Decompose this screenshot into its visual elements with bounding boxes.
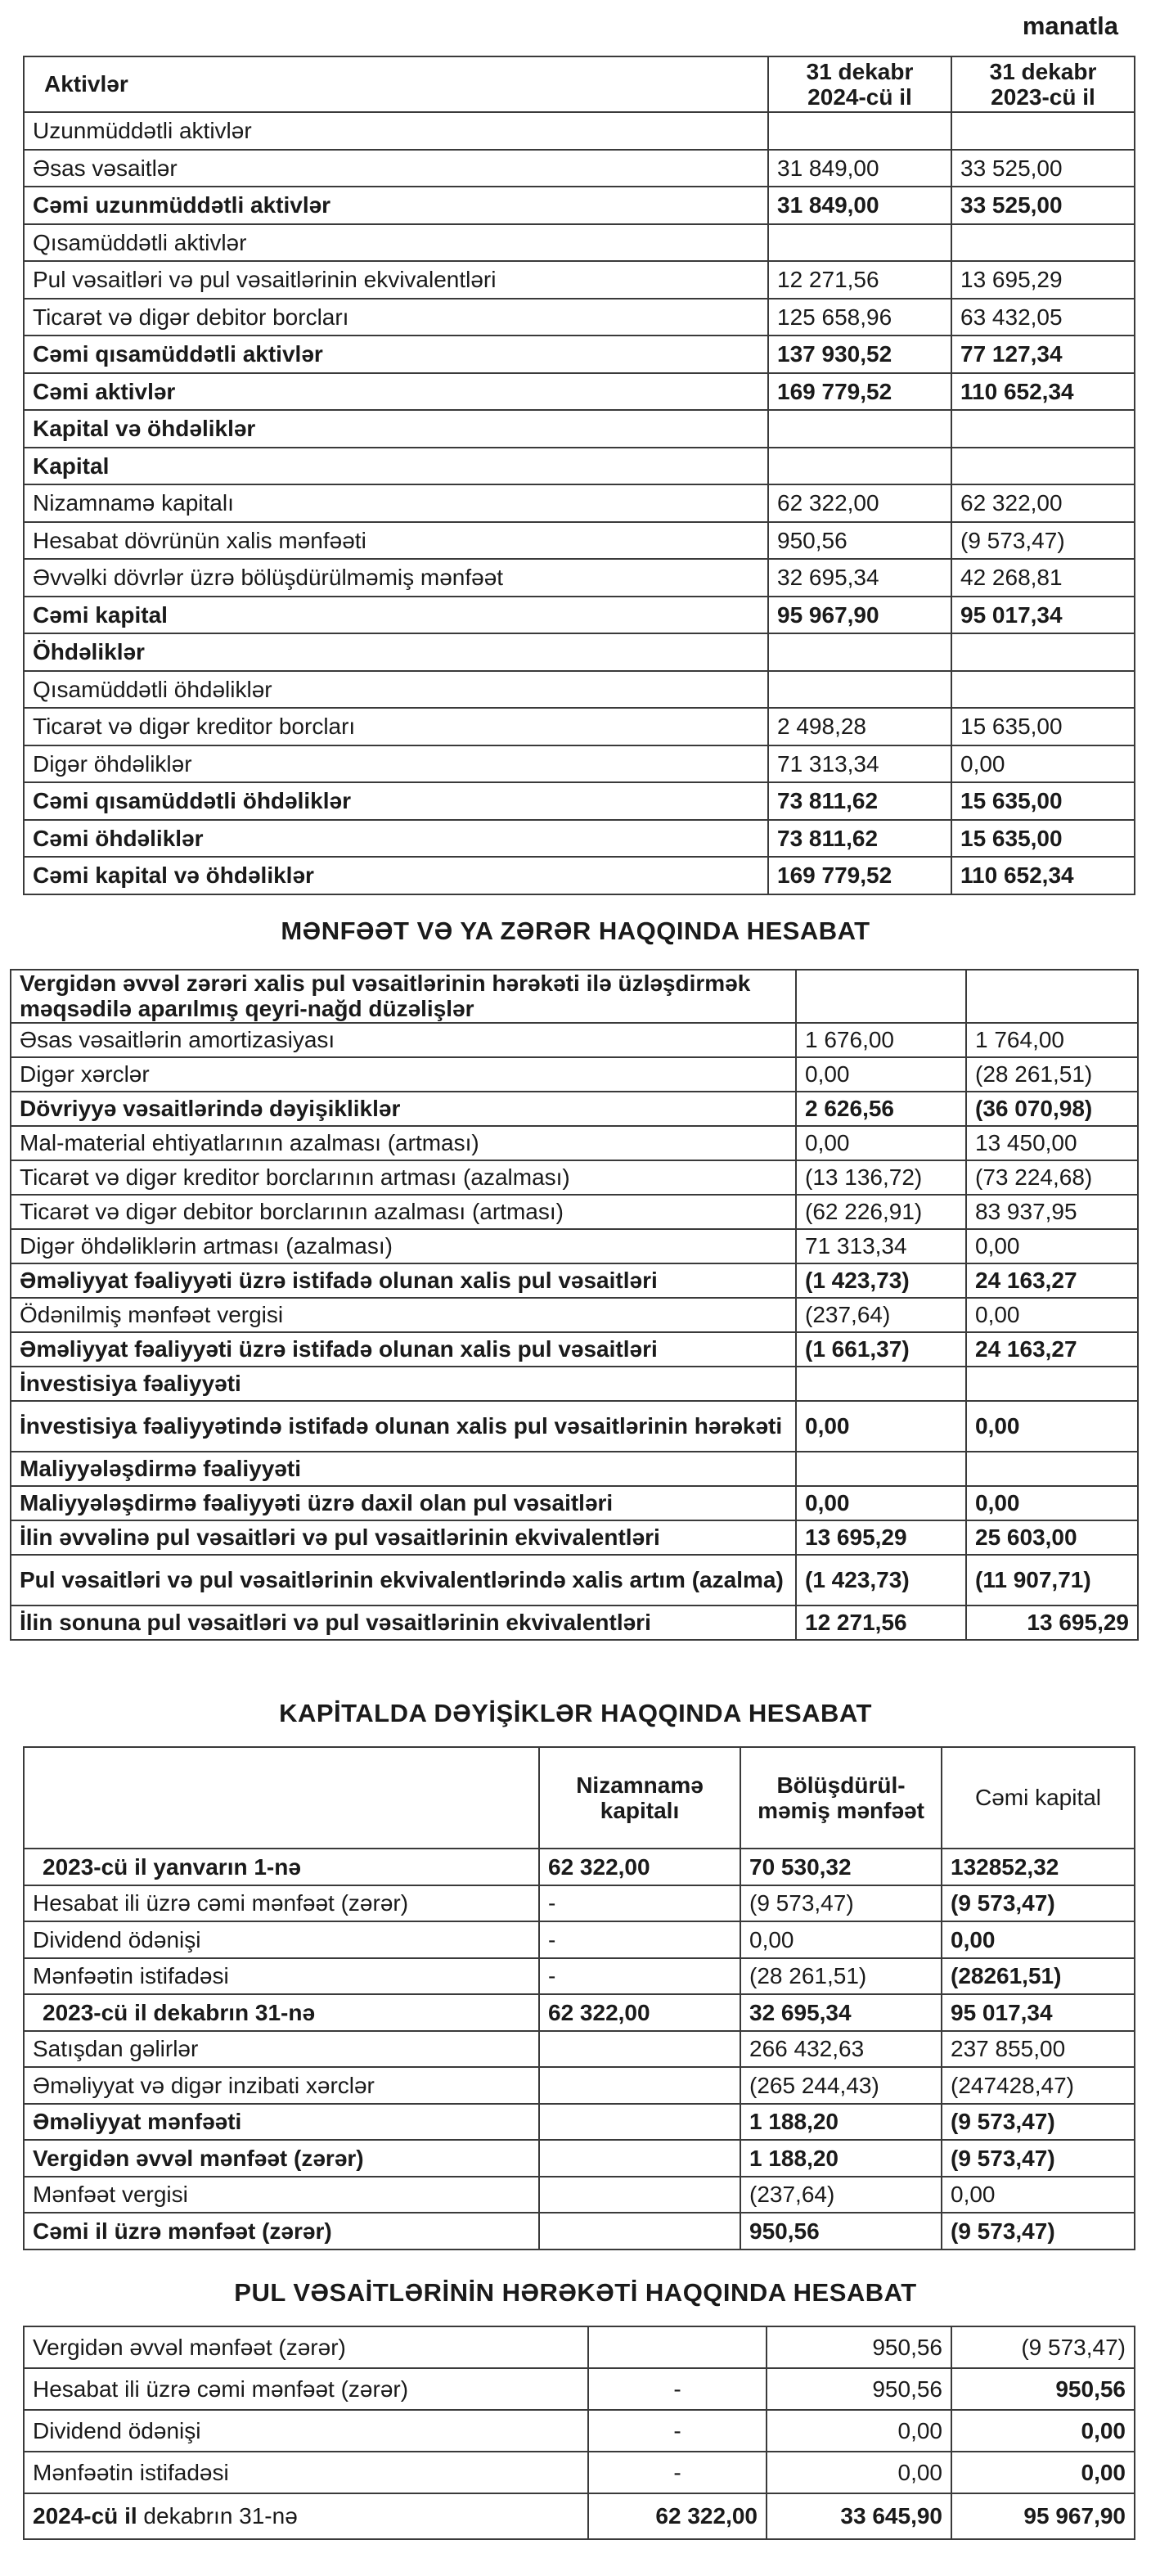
- cashflow-cell: [796, 1367, 966, 1401]
- equity-row: [24, 2177, 1135, 2213]
- equity-cell: Satışdan gəlirlər: [24, 2031, 539, 2068]
- equity-cell: 132852,32: [942, 1849, 1135, 1885]
- equity-row: [24, 2104, 1135, 2141]
- cashflow-row: [11, 1023, 1138, 1057]
- cashflow-cell: 13 450,00: [966, 1126, 1138, 1160]
- balance-cell: Ticarət və digər kreditor borcları: [24, 708, 768, 745]
- balance-cell: [951, 448, 1135, 485]
- equity-cell: Əməliyyat mənfəəti: [24, 2104, 539, 2141]
- cashflow-adjustments-table: [10, 969, 1139, 1641]
- cash-cell: 33 645,90: [767, 2493, 951, 2539]
- cashflow-cell: 0,00: [966, 1486, 1138, 1520]
- balance-cell: 169 779,52: [768, 857, 951, 894]
- balance-cell: 15 635,00: [951, 708, 1135, 745]
- balance-cell: Ticarət və digər debitor borcları: [24, 299, 768, 336]
- balance-cell: Digər öhdəliklər: [24, 745, 768, 783]
- balance-cell: [768, 410, 951, 448]
- cashflow-cell: Əməliyyat fəaliyyəti üzrə istifadə olunan xalis pul vəsaitləri: [11, 1332, 796, 1367]
- cash-cell: [588, 2326, 767, 2368]
- cash-row: [24, 2452, 1135, 2493]
- cashflow-row: [11, 1263, 1138, 1298]
- cash-movement-body: [24, 2326, 1135, 2539]
- cash-cell: 62 322,00: [588, 2493, 767, 2539]
- balance-cell: Cəmi uzunmüddətli aktivlər: [24, 187, 768, 224]
- balance-row: [24, 448, 1135, 485]
- cash-cell: [24, 2493, 588, 2539]
- cash-cell: -: [588, 2368, 767, 2410]
- balance-cell: 110 652,34: [951, 373, 1135, 411]
- equity-cell: 950,56: [740, 2213, 942, 2249]
- equity-cell: Əməliyyat və digər inzibati xərclər: [24, 2067, 539, 2104]
- equity-cell: -: [539, 1958, 740, 1995]
- cashflow-cell: 1 764,00: [966, 1023, 1138, 1057]
- balance-cell: [768, 224, 951, 262]
- balance-cell: Əvvəlki dövrlər üzrə bölüşdürülməmiş mənfəət: [24, 559, 768, 597]
- equity-changes-body: [24, 1747, 1135, 2249]
- balance-row: [24, 187, 1135, 224]
- cashflow-row: [11, 1195, 1138, 1229]
- cashflow-cell: Digər xərclər: [11, 1057, 796, 1092]
- equity-row: [24, 1921, 1135, 1958]
- cash-row: [24, 2368, 1135, 2410]
- balance-header-row: [24, 56, 1135, 112]
- balance-cell: Cəmi qısamüddətli öhdəliklər: [24, 782, 768, 820]
- cashflow-cell: (11 907,71): [966, 1555, 1138, 1605]
- balance-cell: 31 849,00: [768, 187, 951, 224]
- cash-cell: Hesabat ili üzrə cəmi mənfəət (zərər): [24, 2368, 588, 2410]
- equity-cell: 70 530,32: [740, 1849, 942, 1885]
- cashflow-cell: 25 603,00: [966, 1520, 1138, 1555]
- equity-header-cell: [24, 1747, 539, 1849]
- equity-cell: 62 322,00: [539, 1849, 740, 1885]
- balance-cell: 950,56: [768, 522, 951, 560]
- balance-cell: Əsas vəsaitlər: [24, 150, 768, 187]
- cashflow-cell: 0,00: [796, 1401, 966, 1452]
- balance-cell: Öhdəliklər: [24, 633, 768, 671]
- cashflow-cell: 13 695,29: [966, 1605, 1138, 1640]
- cash-cell: 0,00: [767, 2452, 951, 2493]
- balance-cell: 73 811,62: [768, 820, 951, 858]
- equity-cell: 266 432,63: [740, 2031, 942, 2068]
- equity-row: [24, 2213, 1135, 2249]
- balance-cell: 169 779,52: [768, 373, 951, 411]
- cashflow-adjustments-body: [11, 970, 1138, 1640]
- equity-cell: [539, 2067, 740, 2104]
- equity-row: [24, 1885, 1135, 1922]
- equity-header-cell: Nizamnamə kapitalı: [539, 1747, 740, 1849]
- balance-cell: 33 525,00: [951, 187, 1135, 224]
- equity-cell: Hesabat ili üzrə cəmi mənfəət (zərər): [24, 1885, 539, 1922]
- cashflow-row: [11, 1401, 1138, 1452]
- balance-cell: 42 268,81: [951, 559, 1135, 597]
- cash-row: [24, 2326, 1135, 2368]
- cashflow-cell: (28 261,51): [966, 1057, 1138, 1092]
- equity-row: [24, 2140, 1135, 2177]
- balance-sheet-body: [24, 56, 1135, 894]
- equity-cell: 0,00: [942, 2177, 1135, 2213]
- balance-row: [24, 299, 1135, 336]
- balance-row: [24, 484, 1135, 522]
- equity-cell: (9 573,47): [942, 2213, 1135, 2249]
- equity-cell: 2023-cü il dekabrın 31-nə: [24, 1994, 539, 2031]
- cashflow-cell: 13 695,29: [796, 1520, 966, 1555]
- cashflow-cell: [796, 970, 966, 1023]
- cash-movement-table: [23, 2326, 1135, 2540]
- cashflow-cell: Maliyyələşdirmə fəaliyyəti: [11, 1452, 796, 1486]
- equity-cell: Vergidən əvvəl mənfəət (zərər): [24, 2140, 539, 2177]
- cash-cell: 950,56: [767, 2326, 951, 2368]
- balance-cell: Cəmi kapital: [24, 597, 768, 634]
- cashflow-cell: İlin əvvəlinə pul vəsaitləri və pul vəsaitlərinin ekvivalentləri: [11, 1520, 796, 1555]
- cashflow-row: [11, 1520, 1138, 1555]
- balance-cell: Qısamüddətli aktivlər: [24, 224, 768, 262]
- equity-row: [24, 1994, 1135, 2031]
- cash-cell: 0,00: [951, 2452, 1135, 2493]
- balance-cell: [951, 112, 1135, 150]
- balance-header-cell: 31 dekabr 2023-cü il: [951, 56, 1135, 112]
- balance-cell: Kapital: [24, 448, 768, 485]
- cashflow-cell: 2 626,56: [796, 1092, 966, 1126]
- cashflow-cell: Əməliyyat fəaliyyəti üzrə istifadə olunan xalis pul vəsaitləri: [11, 1263, 796, 1298]
- cashflow-cell: (1 661,37): [796, 1332, 966, 1367]
- cashflow-cell: Digər öhdəliklərin artması (azalması): [11, 1229, 796, 1263]
- cashflow-cell: 0,00: [966, 1229, 1138, 1263]
- cashflow-cell: İlin sonuna pul vəsaitləri və pul vəsaitlərinin ekvivalentləri: [11, 1605, 796, 1640]
- cashflow-cell: 0,00: [796, 1057, 966, 1092]
- cashflow-cell: Ödənilmiş mənfəət vergisi: [11, 1298, 796, 1332]
- balance-cell: 63 432,05: [951, 299, 1135, 336]
- cashflow-cell: Pul vəsaitləri və pul vəsaitlərinin ekvivalentlərində xalis artım (azalma): [11, 1555, 796, 1605]
- cashflow-cell: İnvestisiya fəaliyyəti: [11, 1367, 796, 1401]
- balance-cell: 0,00: [951, 745, 1135, 783]
- cashflow-row: [11, 1057, 1138, 1092]
- balance-cell: Uzunmüddətli aktivlər: [24, 112, 768, 150]
- balance-header-cell: 31 dekabr 2024-cü il: [768, 56, 951, 112]
- balance-row: [24, 373, 1135, 411]
- balance-cell: [951, 224, 1135, 262]
- cash-movement-title: PUL VƏSAİTLƏRİNİN HƏRƏKƏTİ HAQQINDA HESABAT: [234, 2278, 917, 2307]
- cashflow-row: [11, 1160, 1138, 1195]
- balance-row: [24, 261, 1135, 299]
- balance-cell: (9 573,47): [951, 522, 1135, 560]
- equity-cell: 1 188,20: [740, 2140, 942, 2177]
- balance-cell: Hesabat dövrünün xalis mənfəəti: [24, 522, 768, 560]
- cash-row: [24, 2493, 1135, 2539]
- equity-cell: 1 188,20: [740, 2104, 942, 2141]
- cash-cell: 950,56: [767, 2368, 951, 2410]
- cash-cell: -: [588, 2452, 767, 2493]
- cashflow-cell: 83 937,95: [966, 1195, 1138, 1229]
- cash-cell: Vergidən əvvəl mənfəət (zərər): [24, 2326, 588, 2368]
- balance-cell: Nizamnamə kapitalı: [24, 484, 768, 522]
- equity-cell: [539, 2140, 740, 2177]
- equity-header-cell: Bölüşdürül- məmiş mənfəət: [740, 1747, 942, 1849]
- cashflow-cell: İnvestisiya fəaliyyətində istifadə olunan xalis pul vəsaitlərinin hərəkəti: [11, 1401, 796, 1452]
- balance-row: [24, 559, 1135, 597]
- cash-cell: (9 573,47): [951, 2326, 1135, 2368]
- balance-cell: 12 271,56: [768, 261, 951, 299]
- equity-cell: (9 573,47): [942, 2104, 1135, 2141]
- cashflow-cell: Mal-material ehtiyatlarının azalması (artması): [11, 1126, 796, 1160]
- balance-header-cell: Aktivlər: [24, 56, 768, 112]
- cashflow-row: [11, 1092, 1138, 1126]
- balance-row: [24, 150, 1135, 187]
- cash-cell: 950,56: [951, 2368, 1135, 2410]
- equity-cell: (9 573,47): [942, 1885, 1135, 1922]
- cashflow-cell: Əsas vəsaitlərin amortizasiyası: [11, 1023, 796, 1057]
- equity-cell: (28261,51): [942, 1958, 1135, 1995]
- balance-row: [24, 336, 1135, 373]
- balance-cell: 95 017,34: [951, 597, 1135, 634]
- balance-row: [24, 112, 1135, 150]
- cashflow-cell: (62 226,91): [796, 1195, 966, 1229]
- balance-row: [24, 597, 1135, 634]
- balance-sheet-table: [23, 56, 1135, 895]
- cashflow-cell: Maliyyələşdirmə fəaliyyəti üzrə daxil olan pul vəsaitləri: [11, 1486, 796, 1520]
- balance-cell: 62 322,00: [951, 484, 1135, 522]
- equity-row: [24, 1849, 1135, 1885]
- equity-cell: (265 244,43): [740, 2067, 942, 2104]
- cashflow-cell: 71 313,34: [796, 1229, 966, 1263]
- balance-cell: 71 313,34: [768, 745, 951, 783]
- equity-cell: [539, 2031, 740, 2068]
- balance-cell: 125 658,96: [768, 299, 951, 336]
- cashflow-cell: [966, 1367, 1138, 1401]
- balance-row: [24, 745, 1135, 783]
- cashflow-row: [11, 1332, 1138, 1367]
- cashflow-cell: (13 136,72): [796, 1160, 966, 1195]
- cash-cell: 0,00: [767, 2410, 951, 2452]
- cashflow-row: [11, 1486, 1138, 1520]
- cashflow-cell: 24 163,27: [966, 1263, 1138, 1298]
- equity-header-cell: Cəmi kapital: [942, 1747, 1135, 1849]
- balance-row: [24, 522, 1135, 560]
- balance-cell: [768, 112, 951, 150]
- balance-cell: 137 930,52: [768, 336, 951, 373]
- equity-cell: (9 573,47): [740, 1885, 942, 1922]
- cash-cell: Mənfəətin istifadəsi: [24, 2452, 588, 2493]
- equity-cell: 237 855,00: [942, 2031, 1135, 2068]
- balance-row: [24, 224, 1135, 262]
- cash-row-label: 2024-cü il: [33, 2503, 137, 2529]
- balance-cell: [951, 410, 1135, 448]
- balance-cell: 110 652,34: [951, 857, 1135, 894]
- currency-label: manatla: [1022, 11, 1118, 40]
- balance-cell: [768, 448, 951, 485]
- cashflow-cell: [966, 1452, 1138, 1486]
- equity-cell: (247428,47): [942, 2067, 1135, 2104]
- equity-cell: 32 695,34: [740, 1994, 942, 2031]
- cashflow-cell: 0,00: [966, 1298, 1138, 1332]
- cashflow-cell: 0,00: [796, 1486, 966, 1520]
- balance-row: [24, 671, 1135, 709]
- balance-row: [24, 820, 1135, 858]
- equity-cell: Cəmi il üzrə mənfəət (zərər): [24, 2213, 539, 2249]
- equity-cell: Dividend ödənişi: [24, 1921, 539, 1958]
- cashflow-cell: 12 271,56: [796, 1605, 966, 1640]
- cash-cell: 0,00: [951, 2410, 1135, 2452]
- equity-cell: 62 322,00: [539, 1994, 740, 2031]
- equity-cell: (28 261,51): [740, 1958, 942, 1995]
- balance-row: [24, 633, 1135, 671]
- balance-cell: 32 695,34: [768, 559, 951, 597]
- cash-cell: Dividend ödənişi: [24, 2410, 588, 2452]
- equity-cell: (9 573,47): [942, 2140, 1135, 2177]
- equity-cell: 0,00: [740, 1921, 942, 1958]
- equity-cell: -: [539, 1885, 740, 1922]
- cashflow-cell: Vergidən əvvəl zərəri xalis pul vəsaitlərinin hərəkəti ilə üzləşdirmək məqsədilə aparılmış qeyri-nağd düzəlişlər: [11, 970, 796, 1023]
- cashflow-row: [11, 1126, 1138, 1160]
- cashflow-cell: (36 070,98): [966, 1092, 1138, 1126]
- cash-row-label-suffix: dekabrın 31-nə: [137, 2503, 298, 2529]
- equity-cell: [539, 2104, 740, 2141]
- cashflow-cell: 1 676,00: [796, 1023, 966, 1057]
- cashflow-cell: [796, 1452, 966, 1486]
- cashflow-cell: (1 423,73): [796, 1555, 966, 1605]
- equity-changes-title: KAPİTALDA DƏYİŞİKLƏR HAQQINDA HESABAT: [279, 1699, 872, 1727]
- cashflow-row: [11, 1555, 1138, 1605]
- equity-cell: -: [539, 1921, 740, 1958]
- equity-cell: 0,00: [942, 1921, 1135, 1958]
- cashflow-row: [11, 1367, 1138, 1401]
- equity-header-row: [24, 1747, 1135, 1849]
- cashflow-cell: [966, 970, 1138, 1023]
- cashflow-row: [11, 1298, 1138, 1332]
- equity-changes-table: [23, 1746, 1135, 2250]
- equity-row: [24, 1958, 1135, 1995]
- balance-cell: [768, 671, 951, 709]
- cashflow-cell: (1 423,73): [796, 1263, 966, 1298]
- balance-cell: [951, 633, 1135, 671]
- balance-cell: 33 525,00: [951, 150, 1135, 187]
- cash-cell: 95 967,90: [951, 2493, 1135, 2539]
- cashflow-cell: Ticarət və digər kreditor borclarının artması (azalması): [11, 1160, 796, 1195]
- cashflow-row: [11, 970, 1138, 1023]
- cashflow-cell: (73 224,68): [966, 1160, 1138, 1195]
- balance-cell: Qısamüddətli öhdəliklər: [24, 671, 768, 709]
- balance-cell: 95 967,90: [768, 597, 951, 634]
- cashflow-cell: Ticarət və digər debitor borclarının azalması (artması): [11, 1195, 796, 1229]
- profit-loss-title: MƏNFƏƏT VƏ YA ZƏRƏR HAQQINDA HESABAT: [281, 916, 870, 945]
- balance-cell: 77 127,34: [951, 336, 1135, 373]
- balance-cell: 15 635,00: [951, 782, 1135, 820]
- balance-cell: 73 811,62: [768, 782, 951, 820]
- cashflow-row: [11, 1229, 1138, 1263]
- equity-row: [24, 2067, 1135, 2104]
- cashflow-cell: 0,00: [796, 1126, 966, 1160]
- balance-cell: Cəmi kapital və öhdəliklər: [24, 857, 768, 894]
- equity-cell: (237,64): [740, 2177, 942, 2213]
- balance-cell: [768, 633, 951, 671]
- equity-row: [24, 2031, 1135, 2068]
- balance-cell: Pul vəsaitləri və pul vəsaitlərinin ekvivalentləri: [24, 261, 768, 299]
- balance-cell: Cəmi qısamüddətli aktivlər: [24, 336, 768, 373]
- balance-row: [24, 857, 1135, 894]
- balance-cell: 62 322,00: [768, 484, 951, 522]
- equity-cell: [539, 2213, 740, 2249]
- cash-cell: -: [588, 2410, 767, 2452]
- balance-row: [24, 410, 1135, 448]
- cashflow-cell: 24 163,27: [966, 1332, 1138, 1367]
- balance-row: [24, 708, 1135, 745]
- equity-cell: Mənfəətin istifadəsi: [24, 1958, 539, 1995]
- cashflow-cell: 0,00: [966, 1401, 1138, 1452]
- balance-cell: 31 849,00: [768, 150, 951, 187]
- cashflow-cell: (237,64): [796, 1298, 966, 1332]
- equity-cell: Mənfəət vergisi: [24, 2177, 539, 2213]
- balance-cell: Cəmi öhdəliklər: [24, 820, 768, 858]
- cashflow-cell: Dövriyyə vəsaitlərində dəyişikliklər: [11, 1092, 796, 1126]
- balance-cell: 15 635,00: [951, 820, 1135, 858]
- cash-row: [24, 2410, 1135, 2452]
- cashflow-row: [11, 1452, 1138, 1486]
- balance-cell: Cəmi aktivlər: [24, 373, 768, 411]
- balance-cell: 2 498,28: [768, 708, 951, 745]
- equity-cell: [539, 2177, 740, 2213]
- balance-cell: 13 695,29: [951, 261, 1135, 299]
- cashflow-row: [11, 1605, 1138, 1640]
- balance-cell: [951, 671, 1135, 709]
- equity-cell: 95 017,34: [942, 1994, 1135, 2031]
- equity-cell: 2023-cü il yanvarın 1-nə: [24, 1849, 539, 1885]
- balance-row: [24, 782, 1135, 820]
- balance-cell: Kapital və öhdəliklər: [24, 410, 768, 448]
